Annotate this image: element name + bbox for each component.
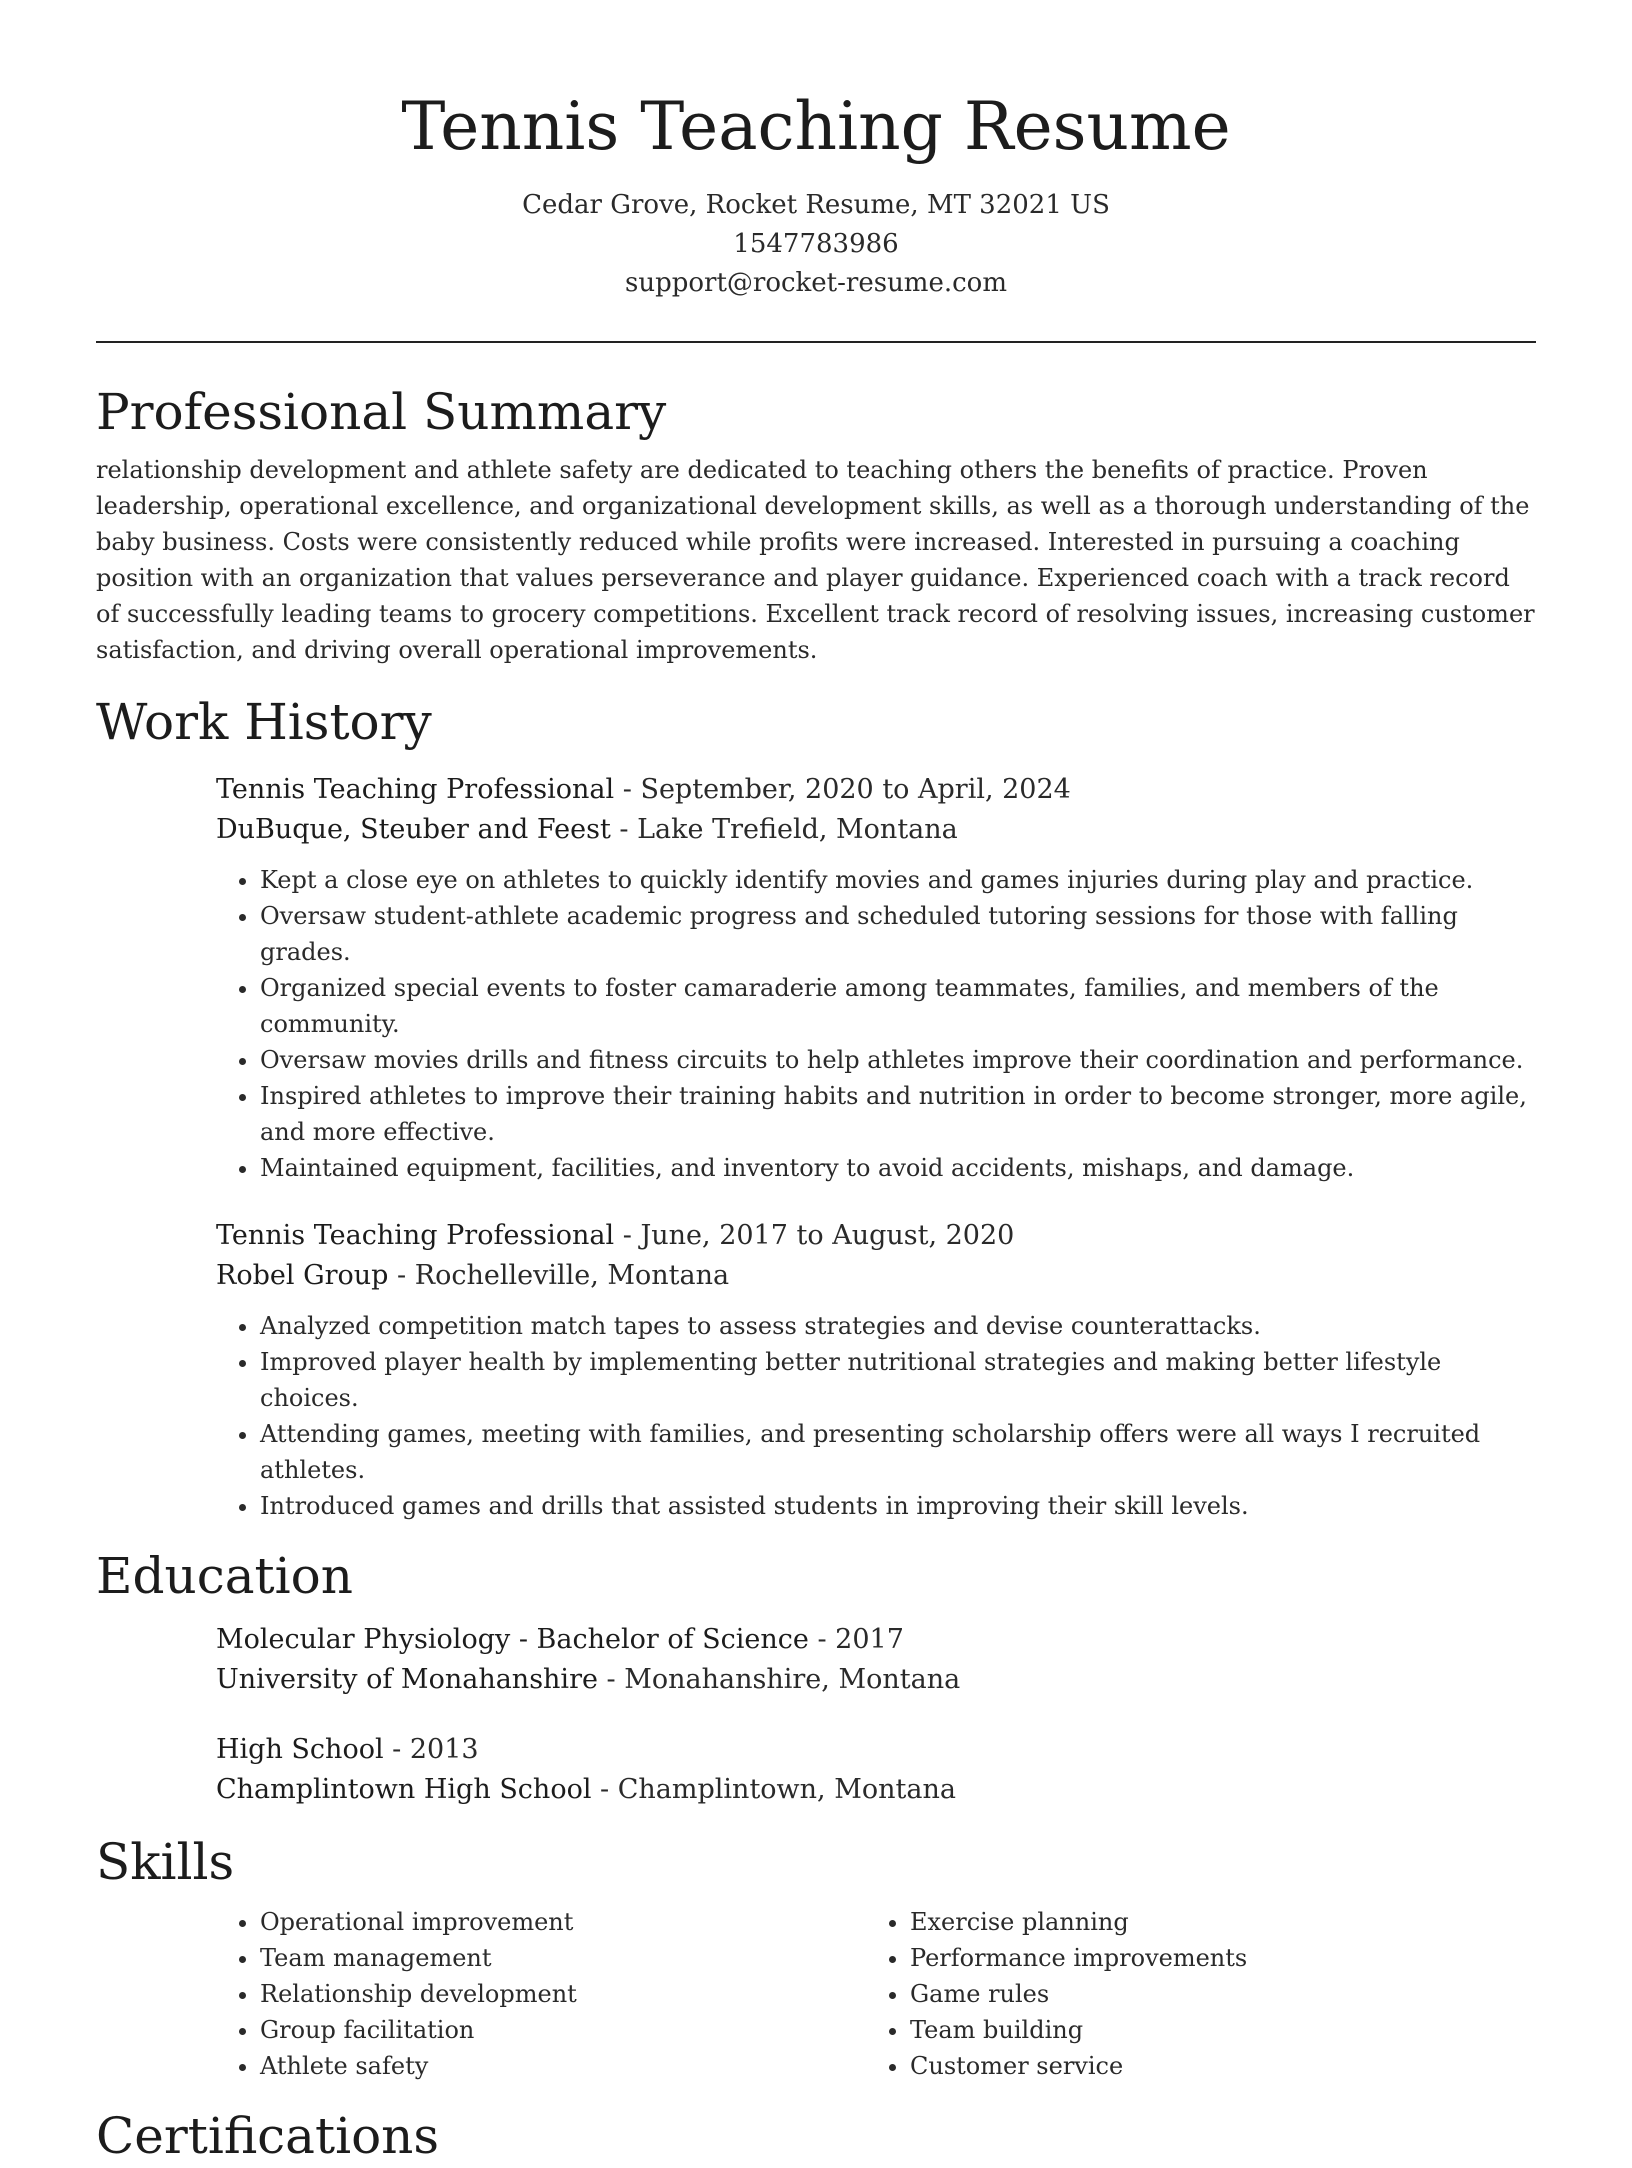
degree-line bbox=[216, 1620, 1536, 1660]
degree: High School bbox=[216, 1734, 384, 1765]
list-item: • Improved player health by implementing better nutritional strategies and making better lifestyle choices. bbox=[260, 1344, 1536, 1416]
school-name: University of Monahanshire bbox=[216, 1664, 598, 1695]
list-item: • Operational improvement bbox=[260, 1904, 866, 1940]
job-entry bbox=[216, 770, 1536, 1186]
school-line bbox=[216, 1660, 1536, 1700]
job-entry bbox=[216, 1216, 1536, 1524]
address: Cedar Grove, Rocket Resume, MT 32021 US bbox=[522, 190, 1110, 220]
list-item: • Oversaw movies drills and fitness circuits to help athletes improve their coordination and performance. bbox=[260, 1042, 1536, 1078]
school-name: Champlintown High School bbox=[216, 1774, 592, 1805]
list-item: • Customer service bbox=[910, 2048, 1516, 2084]
resume-content bbox=[96, 380, 1536, 2168]
section-title-education: Education bbox=[96, 1547, 353, 1605]
education-entry bbox=[216, 1620, 1536, 1700]
list-item: • Team management bbox=[260, 1940, 866, 1976]
company-line bbox=[216, 1256, 1536, 1296]
email: support@rocket-resume.com bbox=[624, 268, 1007, 298]
list-item: • Analyzed competition match tapes to assess strategies and devise counterattacks. bbox=[260, 1308, 1536, 1344]
resume-title: Tennis Teaching Resume bbox=[401, 88, 1231, 165]
list-item: • Exercise planning bbox=[910, 1904, 1516, 1940]
skills-column-left bbox=[216, 1904, 866, 2084]
list-item: • Performance improvements bbox=[910, 1940, 1516, 1976]
job-role: Tennis Teaching Professional bbox=[216, 1220, 615, 1251]
school-line bbox=[216, 1770, 1536, 1810]
company-location: - Lake Trefield, Montana bbox=[610, 814, 958, 845]
graduation-year: - 2013 bbox=[383, 1734, 479, 1765]
list-item: • Group facilitation bbox=[260, 2012, 866, 2048]
job-dates: - September, 2020 to April, 2024 bbox=[614, 774, 1071, 805]
list-item: • Team building bbox=[910, 2012, 1516, 2048]
company-line bbox=[216, 810, 1536, 850]
job-role: Tennis Teaching Professional bbox=[216, 774, 615, 805]
list-item: • Inspired athletes to improve their training habits and nutrition in order to become stronger, more agile, and more effective. bbox=[260, 1078, 1536, 1150]
degree: Molecular Physiology - Bachelor of Science bbox=[216, 1624, 809, 1655]
skills-column-right bbox=[866, 1904, 1516, 2084]
education-section bbox=[96, 1544, 1536, 1810]
section-title-summary: Professional Summary bbox=[96, 383, 667, 441]
list-item: • Relationship development bbox=[260, 1976, 866, 2012]
section-title-certifications: Certifications bbox=[96, 2107, 440, 2165]
job-title-line bbox=[216, 1216, 1536, 1256]
list-item: • Introduced games and drills that assisted students in improving their skill levels. bbox=[260, 1488, 1536, 1524]
company-location: - Rochelleville, Montana bbox=[388, 1260, 730, 1291]
work-history-section bbox=[96, 690, 1536, 1524]
header-divider bbox=[96, 341, 1536, 343]
list-item: • Attending games, meeting with families, and presenting scholarship offers were all ways I recruited athletes. bbox=[260, 1416, 1536, 1488]
skills-section bbox=[96, 1830, 1536, 2084]
school-location: - Monahanshire, Montana bbox=[597, 1664, 961, 1695]
list-item: • Game rules bbox=[910, 1976, 1516, 2012]
job-bullets bbox=[216, 862, 1536, 1186]
job-dates: - June, 2017 to August, 2020 bbox=[614, 1220, 1015, 1251]
degree-line bbox=[216, 1730, 1536, 1770]
education-entry bbox=[216, 1730, 1536, 1810]
graduation-year: - 2017 bbox=[808, 1624, 904, 1655]
summary-text: relationship development and athlete safety are dedicated to teaching others the benefits of practice. Proven leadership, operational excellence, and organizational development skills, as well as a thorough understanding of the baby business. Costs were consistently reduced while profits were increased. Interested in pursuing a coaching position with an organization that values perseverance and player guidance. Experienced coach with a track record of successfully leading teams to grocery competitions. Excellent track record of resolving issues, increasing customer satisfaction, and driving overall operational improvements. bbox=[96, 456, 1535, 664]
job-title-line bbox=[216, 770, 1536, 810]
section-title-skills: Skills bbox=[96, 1833, 235, 1891]
phone: 1547783986 bbox=[733, 229, 899, 259]
section-title-work-history: Work History bbox=[96, 693, 432, 751]
school-location: - Champlintown, Montana bbox=[591, 1774, 956, 1805]
list-item: • Oversaw student-athlete academic progress and scheduled tutoring sessions for those with falling grades. bbox=[260, 898, 1536, 970]
list-item: • Athlete safety bbox=[260, 2048, 866, 2084]
list-item: • Organized special events to foster camaraderie among teammates, families, and members of the community. bbox=[260, 970, 1536, 1042]
certifications-section bbox=[96, 2104, 1536, 2168]
summary-section bbox=[96, 380, 1536, 668]
job-bullets bbox=[216, 1308, 1536, 1524]
list-item: • Kept a close eye on athletes to quickly identify movies and games injuries during play and practice. bbox=[260, 862, 1536, 898]
resume-header bbox=[0, 82, 1632, 303]
company-name: Robel Group bbox=[216, 1260, 389, 1291]
skills-list bbox=[216, 1904, 1536, 2084]
company-name: DuBuque, Steuber and Feest bbox=[216, 814, 611, 845]
list-item: • Maintained equipment, facilities, and inventory to avoid accidents, mishaps, and damage. bbox=[260, 1150, 1536, 1186]
